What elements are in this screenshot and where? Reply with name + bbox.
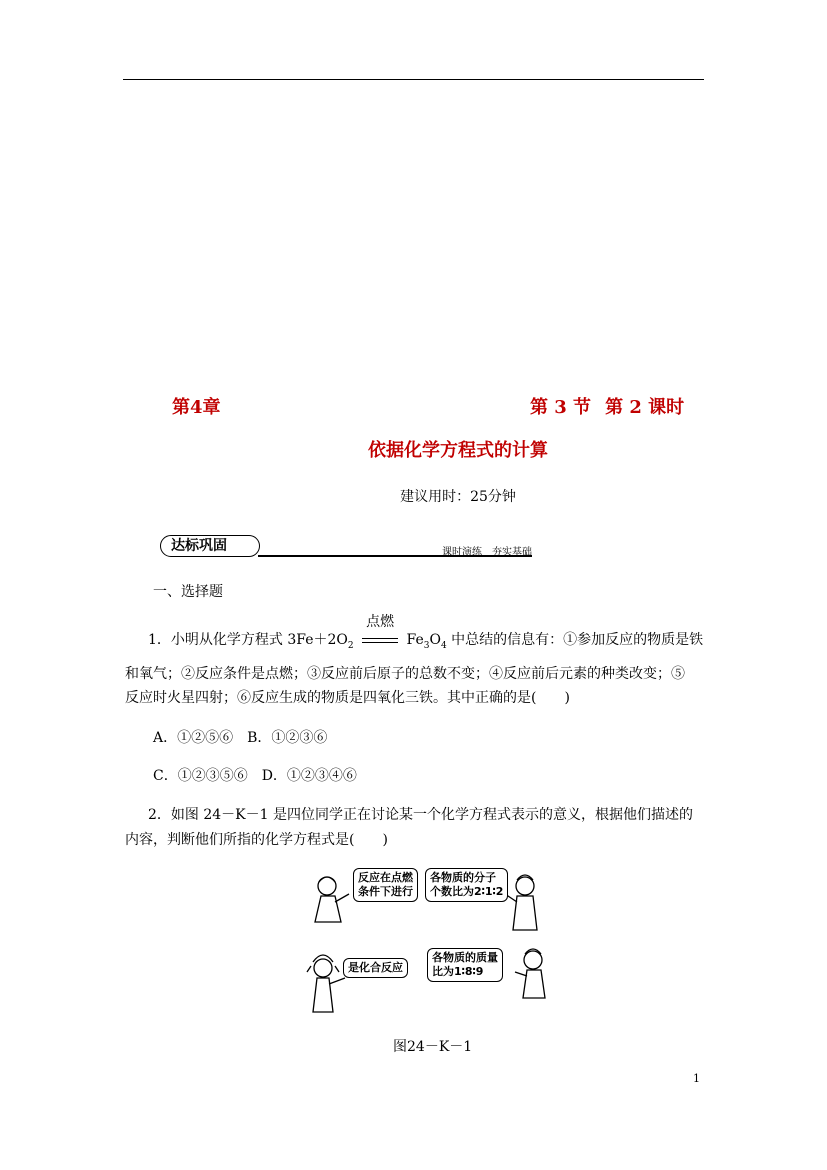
page-number: 1 [693,1072,700,1085]
question-1-line-3: 反应时火星四射；⑥反应生成的物质是四氧化三铁。其中正确的是( ) [125,690,570,706]
banner-sub-2: 夯实基础 [492,547,532,558]
speech-bubble-3 [343,958,408,978]
q1-product-sub-1: 3 [423,640,430,651]
speech-bubble-1 [353,868,418,902]
q1-product-fe: Fe [406,632,424,648]
bubble-2-line-2: 个数比为2∶1∶2 [430,885,504,898]
header-rule [123,79,704,80]
section-heading: 一、选择题 [153,584,223,600]
bubble-1-line-1: 反应在点燃 [358,871,413,884]
q1-product-sub-2: 4 [440,640,447,651]
chapter-label: 第4章 [172,397,221,418]
banner-label: 达标巩固 [160,535,260,557]
q1-prefix: 1．小明从化学方程式 3Fe＋2O [148,632,348,648]
discussion-figure [305,862,555,1017]
page-title: 依据化学方程式的计算 [368,440,548,461]
q1-line-1-rest: 中总结的信息有：①参加反应的物质是铁 [446,632,704,648]
banner-subtitle [442,543,532,558]
suggested-time: 建议用时：25分钟 [400,489,516,505]
bubble-3-line-1: 是化合反应 [348,961,403,974]
question-1-options-a-b: A．①②⑤⑥ B．①②③⑥ [153,730,328,746]
question-1-line-1 [148,614,704,656]
question-1-line-2: 和氧气；②反应条件是点燃；③反应前后原子的总数不变；④反应前后元素的种类改变；⑤ [125,666,685,682]
question-1-options-c-d: C．①②③⑤⑥ D．①②③④⑥ [153,768,357,784]
question-2-line-1: 2．如图 24－K－1 是四位同学正在讨论某一个化学方程式表示的意义，根据他们描述的 [148,807,693,823]
speech-bubble-2 [425,868,508,902]
equals-arrow-icon [362,638,398,643]
student-1-icon [315,877,349,922]
bubble-1-line-2: 条件下进行 [358,885,413,898]
section-label [530,393,684,419]
reaction-arrow [362,614,398,650]
lesson-number: 第 2 课时 [605,397,685,418]
figure-caption: 图24－K－1 [393,1039,473,1055]
section-number: 第 3 节 [530,397,592,418]
speech-bubble-4 [427,948,503,982]
student-2-icon [505,875,537,930]
reaction-condition: 点燃 [366,614,395,630]
bubble-4-line-1: 各物质的质量 [432,951,498,964]
q1-o2-subscript: 2 [347,640,354,651]
banner-sub-1: 课时演练 [442,547,482,558]
q1-product-o: O [429,632,441,648]
student-4-icon [515,949,545,998]
question-2-line-2: 内容，判断他们所指的化学方程式是( ) [125,832,388,848]
section-banner [160,535,532,559]
bubble-2-line-1: 各物质的分子 [430,871,496,884]
bubble-4-line-2: 比为1∶8∶9 [432,965,484,978]
student-3-icon [307,955,345,1012]
